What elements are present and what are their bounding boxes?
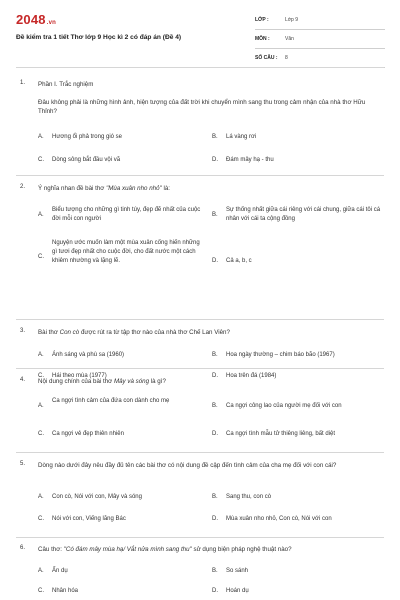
option-text: Hái theo mùa (1977) — [52, 373, 107, 379]
question-number: 4. — [20, 377, 26, 383]
option-text: So sánh — [226, 568, 249, 574]
meta-row-subject — [255, 33, 385, 49]
option-text: Mùa xuân nho nhỏ, Con cò, Nói với con — [226, 516, 332, 522]
question-number: 6. — [20, 545, 26, 551]
option-text: Đám mây hạ - thu — [226, 157, 274, 163]
option-text: Dòng sông bắt đầu vội vã — [52, 157, 121, 163]
option-letter: C. — [38, 373, 44, 379]
option-letter: B. — [212, 352, 218, 358]
page-header — [0, 0, 400, 62]
question-divider — [16, 319, 384, 320]
option-letter: A. — [38, 494, 44, 500]
option-letter: C. — [38, 157, 44, 163]
question-text: Dòng nào dưới đây nêu đầy đủ tên các bài thơ có nội dung đề cập đến tình cảm của cha mẹ đối với con cái? — [38, 462, 337, 469]
option-letter: B. — [212, 134, 218, 140]
option-text: Ca ngợi vẻ đẹp thiên nhiên — [52, 431, 124, 437]
option-letter: C. — [38, 254, 44, 260]
option-text: Ca ngợi tình mẫu tử thiêng liêng, bất diệt — [226, 431, 336, 437]
meta-label: LỚP : — [255, 17, 269, 23]
question-text: Nội dung chính của bài thơ Mây và sóng là gì? — [38, 378, 166, 385]
meta-row-count — [255, 52, 385, 68]
option-letter: A. — [38, 352, 44, 358]
option-text: Con cò, Nói với con, Mây và sóng — [52, 494, 142, 500]
option-text: Hương ổi phả trong gió se — [52, 134, 122, 140]
meta-panel — [255, 14, 385, 71]
option-letter: D. — [212, 258, 218, 264]
option-letter: C. — [38, 516, 44, 522]
option-text: Ca ngợi tình cảm của đứa con dành cho mẹ — [52, 398, 170, 404]
meta-label: MÔN : — [255, 36, 270, 42]
meta-value: 8 — [285, 55, 288, 61]
question-text: Phần I. Trắc nghiệm — [38, 81, 94, 88]
option-text: Sang thu, con cò — [226, 494, 272, 500]
option-text: Ánh sáng và phù sa (1960) — [52, 352, 125, 358]
option-text: Hoa trên đá (1984) — [226, 373, 277, 379]
question-divider — [16, 537, 384, 538]
option-text: Biểu tượng cho những gì tinh túy, đẹp đẽ nhất của cuộc đời mỗi con người — [52, 207, 201, 222]
question-divider — [16, 452, 384, 453]
option-letter: B. — [212, 494, 218, 500]
question-text: Bài thơ Con cò được rút ra từ tập thơ nào của nhà thơ Chế Lan Viên? — [38, 329, 230, 336]
option-letter: B. — [212, 403, 218, 409]
option-text: Nói với con, Viếng lăng Bác — [52, 516, 126, 522]
question-divider — [16, 175, 384, 176]
option-letter: C. — [38, 588, 44, 594]
option-letter: D. — [212, 516, 218, 522]
option-text: Nhân hóa — [52, 588, 79, 594]
option-text: Hoa ngày thường – chim báo bão (1967) — [226, 352, 335, 358]
question-number: 2. — [20, 184, 26, 190]
option-text: Hoán dụ — [226, 588, 249, 594]
option-text: Nguyện ước muốn làm một mùa xuân cống hiến những gì tươi đẹp nhất cho cuộc đời, cho đất nước một cách khiêm nhường và lặng lẽ. — [52, 240, 200, 264]
option-letter: D. — [212, 373, 218, 379]
option-letter: D. — [212, 588, 218, 594]
question-subtext: Đâu không phải là những hình ảnh, hiện tượng của đất trời khi chuyển mình sang thu trong cảm nhận của nhà thơ Hữu Thỉnh? — [38, 99, 366, 115]
question-divider — [16, 368, 384, 369]
meta-value: Lớp 9 — [285, 17, 299, 23]
question-text: Câu thơ: "Có đám mây mùa hạ/ Vắt nửa mình sang thu" sử dụng biện pháp nghệ thuật nào? — [38, 546, 292, 553]
option-letter: A. — [38, 134, 44, 140]
option-text: Lá vàng rơi — [226, 134, 257, 140]
option-letter: B. — [212, 212, 218, 218]
question-number: 5. — [20, 461, 26, 467]
document-title: Đề kiểm tra 1 tiết Thơ lớp 9 Học kì 2 có đáp án (Đề 4) — [16, 34, 182, 41]
question-number: 3. — [20, 328, 26, 334]
option-text: Ẩn dụ — [52, 568, 68, 574]
option-letter: C. — [38, 431, 44, 437]
meta-value: Văn — [285, 36, 294, 42]
meta-label: SỐ CÂU : — [255, 55, 278, 61]
meta-row-class — [255, 14, 385, 30]
option-letter: A. — [38, 403, 44, 409]
option-letter: A. — [38, 568, 44, 574]
option-letter: D. — [212, 431, 218, 437]
header-divider — [16, 67, 384, 68]
question-text: Ý nghĩa nhan đề bài thơ "Mùa xuân nho nhỏ" là: — [38, 185, 170, 192]
site-logo[interactable]: 2048.vn — [16, 12, 57, 27]
option-letter: B. — [212, 568, 218, 574]
question-number: 1. — [20, 80, 26, 86]
option-letter: A. — [38, 212, 44, 218]
option-text: Sự thống nhất giữa cái riêng với cái chung, giữa cái tôi cá nhân với cái ta cộng đồng — [226, 207, 381, 222]
option-text: Cả a, b, c — [226, 258, 252, 264]
option-letter: D. — [212, 157, 218, 163]
option-text: Ca ngợi công lao của người mẹ đối với con — [226, 403, 342, 409]
